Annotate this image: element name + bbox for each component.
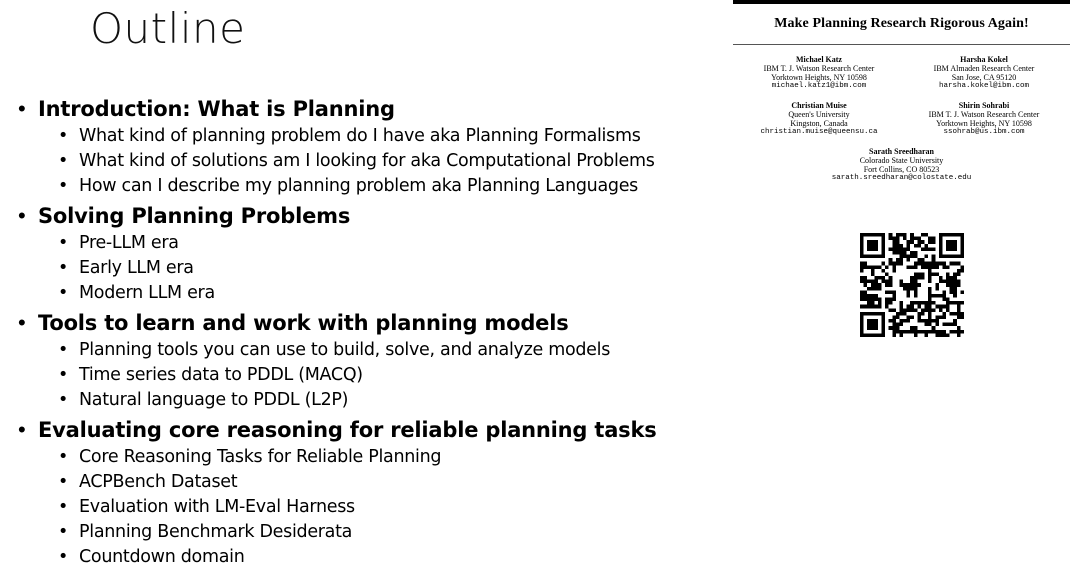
bullet-icon: • <box>58 283 69 303</box>
author-location: San Jose, CA 95120 <box>951 73 1017 82</box>
bullet-icon: • <box>58 522 69 542</box>
author-email: michael.katz1@ibm.com <box>771 82 867 90</box>
bullet-icon: • <box>58 151 69 171</box>
author-name: Christian Muise <box>791 101 847 110</box>
bullet-icon: • <box>58 126 69 146</box>
author-name: Sarath Sreedharan <box>869 147 934 156</box>
list-item <box>58 363 726 388</box>
item-text: Natural language to PDDL (L2P) <box>79 390 349 410</box>
item-text: ACPBench Dataset <box>79 472 238 492</box>
author-email: christian.muise@queensu.ca <box>760 128 878 136</box>
bullet-icon: • <box>58 258 69 278</box>
list-item <box>58 445 726 470</box>
item-text: Core Reasoning Tasks for Reliable Planning <box>79 447 442 467</box>
bullet-icon: • <box>58 340 69 360</box>
bullet-icon: • <box>58 447 69 467</box>
list-item <box>58 124 726 149</box>
section-title: Evaluating core reasoning for reliable planning tasks <box>38 418 657 442</box>
bullet-icon: • <box>18 417 26 442</box>
qr-code-icon <box>860 233 964 337</box>
author-location: Fort Collins, CO 80523 <box>863 165 940 174</box>
section-items <box>38 124 726 199</box>
author-row <box>733 55 1070 91</box>
author-block <box>904 55 1064 91</box>
bullet-icon: • <box>58 233 69 253</box>
paper-title: Make Planning Research Rigorous Again! <box>774 16 1029 31</box>
section-items <box>38 445 726 570</box>
section-title: Tools to learn and work with planning models <box>38 311 569 335</box>
list-item <box>58 545 726 570</box>
paper-title-rule <box>733 44 1070 45</box>
author-affiliation: IBM T. J. Watson Research Center <box>763 64 875 73</box>
section-items <box>38 338 726 413</box>
item-text: Modern LLM era <box>79 283 215 303</box>
author-email: ssohrab@us.ibm.com <box>943 128 1025 136</box>
bullet-icon: • <box>18 310 26 335</box>
slide-title: Outline <box>90 4 246 53</box>
list-item <box>58 231 726 256</box>
bullet-icon: • <box>58 497 69 517</box>
item-text: How can I describe my planning problem aka Planning Languages <box>79 176 638 196</box>
author-name: Michael Katz <box>796 55 842 64</box>
author-name: Shirin Sohrabi <box>958 101 1010 110</box>
section-solving <box>16 201 726 306</box>
author-email: harsha.kokel@ibm.com <box>938 82 1029 90</box>
bullet-icon: • <box>18 203 26 228</box>
bullet-icon: • <box>58 472 69 492</box>
section-introduction <box>16 94 726 199</box>
author-block <box>822 147 982 183</box>
bullet-icon: • <box>58 547 69 567</box>
author-location: Yorktown Heights, NY 10598 <box>771 73 867 82</box>
outline-list <box>16 94 726 572</box>
list-item <box>58 256 726 281</box>
item-text: Planning tools you can use to build, solve, and analyze models <box>79 340 611 360</box>
author-email: sarath.sreedharan@colostate.edu <box>831 174 972 182</box>
author-affiliation: Colorado State University <box>859 156 944 165</box>
item-text: Countdown domain <box>79 547 245 567</box>
item-text: Early LLM era <box>79 258 194 278</box>
author-block <box>739 101 899 137</box>
section-evaluating <box>16 415 726 570</box>
list-item <box>58 388 726 413</box>
bullet-icon: • <box>58 365 69 385</box>
item-text: Pre-LLM era <box>79 233 179 253</box>
section-items <box>38 231 726 306</box>
bullet-icon: • <box>18 96 26 121</box>
author-affiliation: Queen's University <box>788 110 850 119</box>
author-location: Kingston, Canada <box>790 119 848 128</box>
bullet-icon: • <box>58 176 69 196</box>
paper-top-rule <box>733 0 1070 4</box>
bullet-icon: • <box>58 390 69 410</box>
list-item <box>58 495 726 520</box>
item-text: What kind of planning problem do I have aka Planning Formalisms <box>79 126 641 146</box>
section-title: Introduction: What is Planning <box>38 97 395 121</box>
item-text: What kind of solutions am I looking for aka Computational Problems <box>79 151 655 171</box>
author-block <box>739 55 899 91</box>
author-row <box>733 101 1070 137</box>
author-affiliation: IBM T. J. Watson Research Center <box>928 110 1040 119</box>
list-item <box>58 174 726 199</box>
list-item <box>58 149 726 174</box>
list-item <box>58 470 726 495</box>
section-title: Solving Planning Problems <box>38 204 351 228</box>
section-tools <box>16 308 726 413</box>
author-name: Harsha Kokel <box>960 55 1008 64</box>
item-text: Planning Benchmark Desiderata <box>79 522 353 542</box>
paper-preview <box>733 0 1070 345</box>
author-location: Yorktown Heights, NY 10598 <box>936 119 1032 128</box>
item-text: Evaluation with LM-Eval Harness <box>79 497 355 517</box>
list-item <box>58 281 726 306</box>
item-text: Time series data to PDDL (MACQ) <box>79 365 363 385</box>
list-item <box>58 520 726 545</box>
author-block <box>904 101 1064 137</box>
list-item <box>58 338 726 363</box>
author-affiliation: IBM Almaden Research Center <box>933 64 1035 73</box>
